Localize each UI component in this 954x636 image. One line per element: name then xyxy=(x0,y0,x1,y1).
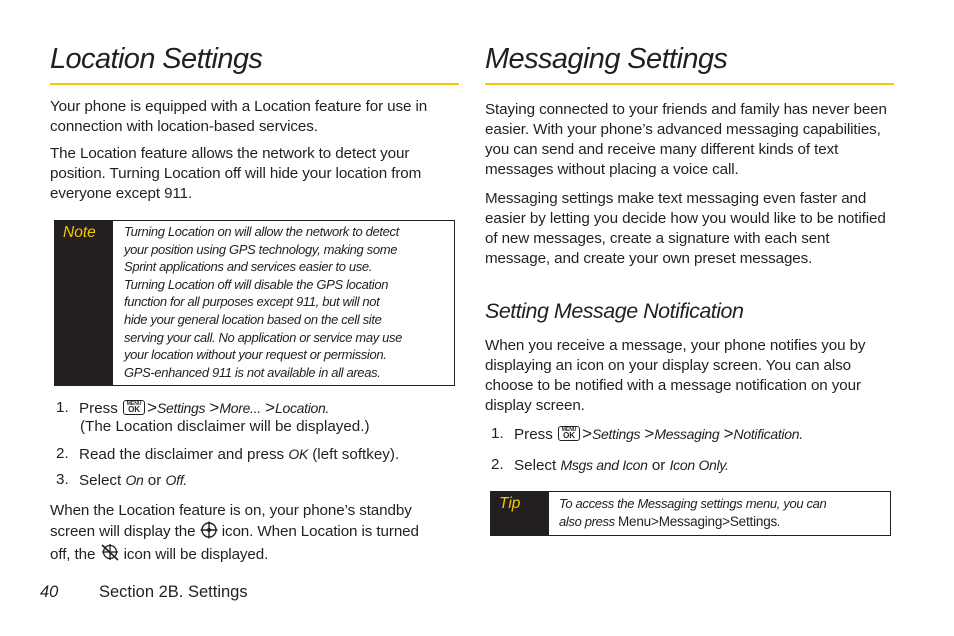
notification-text: When you receive a message, your phone notifies you by displaying an icon on your display screen. You can also choose to be notified with a message notification on your display screen. xyxy=(485,337,866,414)
tip-text: To access the Messaging settings menu, you can also press Menu>Messaging>Settings. xyxy=(559,496,827,529)
note-line: function for all purposes except 911, but will not xyxy=(124,294,380,310)
note-line: hide your general location based on the cell site xyxy=(124,311,382,327)
note-text xyxy=(124,223,454,381)
title-rule xyxy=(50,83,459,85)
gps-location-off-icon xyxy=(100,542,120,562)
note-line: your position using GPS technology, making some xyxy=(124,241,398,257)
section-label: Section 2B. Settings xyxy=(99,583,248,601)
setting-message-notification-heading: Setting Message Notification xyxy=(485,299,744,323)
messaging-settings-text: Messaging settings make text messaging even faster and easier by letting you decide how you would like to be notified of new messages, create a signature with each sent message, and create your own preset messages. xyxy=(485,190,886,267)
menu-ok-key-icon: MENU OK xyxy=(123,400,145,415)
messaging-intro: Staying connected to your friends and family has never been easier. With your phone’s advanced messaging capabilities, you can send and receive many different kinds of text messages without placing a voice call. xyxy=(485,101,887,178)
note-line: serving your call. No application or service may use xyxy=(124,329,403,345)
location-step-1-note: (The Location disclaimer will be displayed.) xyxy=(80,418,370,435)
location-intro: Your phone is equipped with a Location feature for use in connection with location-based services. xyxy=(50,98,428,135)
note-line: Turning Location off will disable the GPS location xyxy=(124,276,389,292)
messaging-tip-box xyxy=(490,491,891,536)
note-label: Note xyxy=(55,221,113,385)
tip-label: Tip xyxy=(491,492,549,535)
location-network-text: The Location feature allows the network to detect your position. Turning Location off will hide your location from everyone except 911. xyxy=(50,145,422,202)
location-note-box xyxy=(54,220,455,386)
location-standby-text: When the Location feature is on, your phone’s standby screen will display the icon. When Location is turned off, the icon will be displayed. xyxy=(50,502,419,563)
note-line: Sprint applications and services easier to use. xyxy=(124,259,373,275)
menu-ok-key-icon: MENU OK xyxy=(558,426,580,441)
page-number: 40 xyxy=(40,583,59,601)
title-rule xyxy=(485,83,894,85)
note-line: Turning Location on will allow the network to detect xyxy=(124,224,399,239)
note-line: GPS-enhanced 911 is not available in all areas. xyxy=(124,364,381,380)
note-line: your location without your request or permission. xyxy=(124,347,387,363)
messaging-settings-title: Messaging Settings xyxy=(485,43,728,75)
location-settings-title: Location Settings xyxy=(50,43,263,75)
gps-location-on-icon xyxy=(200,521,218,539)
